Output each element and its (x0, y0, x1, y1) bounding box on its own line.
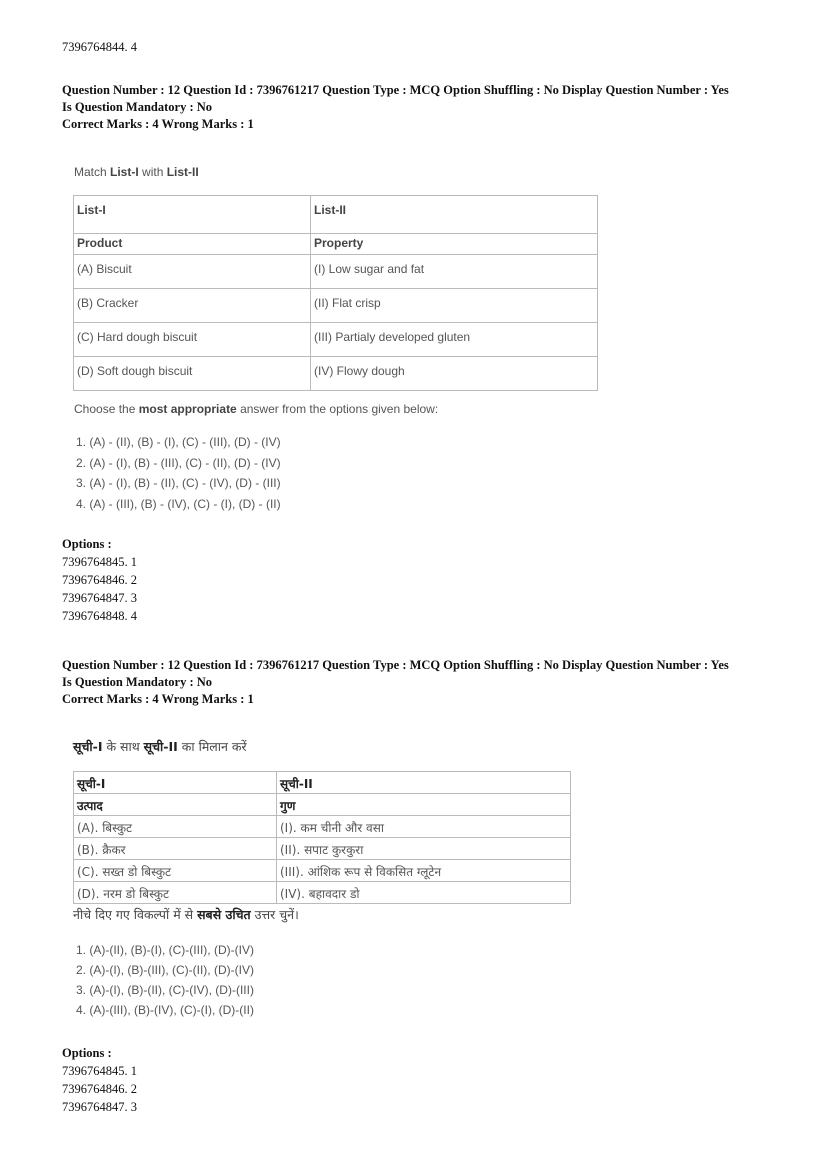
table-cell: (A) Biscuit (74, 255, 311, 289)
table-cell: (II) Flat crisp (311, 289, 598, 323)
table-header: सूची-II (277, 772, 571, 794)
question-meta-line: Correct Marks : 4 Wrong Marks : 1 (62, 117, 254, 131)
table-row (74, 323, 598, 357)
answer-choice: 3. (A)-(I), (B)-(II), (C)-(IV), (D)-(III) (76, 983, 254, 997)
choose-instruction-en: Choose the most appropriate answer from the options given below: (74, 402, 439, 416)
answer-choice: 1. (A)-(II), (B)-(I), (C)-(III), (D)-(IV) (76, 943, 254, 957)
table-row (74, 289, 598, 323)
table-cell: (D). नरम डो बिस्कुट (74, 882, 277, 904)
options-label: Options : (62, 1046, 112, 1060)
question-instruction-hi: सूची-I के साथ सूची-II का मिलान करें (73, 739, 247, 754)
table-cell: (D) Soft dough biscuit (74, 357, 311, 391)
table-subheader: Property (311, 234, 598, 255)
match-table-en (73, 195, 598, 391)
table-cell: (III). आंशिक रूप से विकसित ग्लूटेन (277, 860, 571, 882)
options-label: Options : (62, 537, 112, 551)
match-table-hi (73, 771, 571, 904)
previous-option-line: 7396764844. 4 (62, 40, 137, 54)
table-cell: (C) Hard dough biscuit (74, 323, 311, 357)
table-row (74, 838, 571, 860)
answer-choice: 4. (A)-(III), (B)-(IV), (C)-(I), (D)-(II) (76, 1003, 254, 1017)
answer-choices-hi (76, 940, 254, 1020)
table-subheader: गुण (277, 794, 571, 816)
table-subheader: Product (74, 234, 311, 255)
table-row (74, 882, 571, 904)
question-meta-1 (62, 82, 782, 133)
table-cell: (III) Partialy developed gluten (311, 323, 598, 357)
table-row (74, 860, 571, 882)
option-item: 7396764846. 2 (62, 573, 137, 587)
answer-choices-en (76, 432, 281, 514)
option-item: 7396764845. 1 (62, 1064, 137, 1078)
option-item: 7396764847. 3 (62, 591, 137, 605)
answer-choice: 2. (A)-(I), (B)-(III), (C)-(II), (D)-(IV) (76, 963, 254, 977)
table-cell: (IV). बहावदार डो (277, 882, 571, 904)
table-cell: (I). कम चीनी और वसा (277, 816, 571, 838)
option-item: 7396764847. 3 (62, 1100, 137, 1114)
table-header: सूची-I (74, 772, 277, 794)
answer-choice: 1. (A) - (II), (B) - (I), (C) - (III), (D) - (IV) (76, 435, 281, 449)
question-meta-line: Correct Marks : 4 Wrong Marks : 1 (62, 692, 254, 706)
table-row (74, 255, 598, 289)
option-item: 7396764846. 2 (62, 1082, 137, 1096)
option-item: 7396764845. 1 (62, 555, 137, 569)
question-meta-line: Is Question Mandatory : No (62, 675, 213, 689)
table-cell: (B). क्रैकर (74, 838, 277, 860)
option-item: 7396764848. 4 (62, 609, 137, 623)
table-cell: (II). सपाट कुरकुरा (277, 838, 571, 860)
table-cell: (C). सख्त डो बिस्कुट (74, 860, 277, 882)
table-cell: (A). बिस्कुट (74, 816, 277, 838)
table-header: List-I (74, 196, 311, 234)
options-list-2 (62, 1044, 137, 1116)
question-meta-line: Is Question Mandatory : No (62, 100, 213, 114)
table-row (74, 357, 598, 391)
table-cell: (IV) Flowy dough (311, 357, 598, 391)
table-header: List-II (311, 196, 598, 234)
options-list-1 (62, 535, 137, 625)
question-instruction-en: Match List-I with List-II (74, 165, 199, 179)
question-meta-line: Question Number : 12 Question Id : 7396761217 Question Type : MCQ Option Shuffling : No Display Question Number : Yes (62, 658, 729, 672)
table-row (74, 816, 571, 838)
answer-choice: 4. (A) - (III), (B) - (IV), (C) - (I), (D) - (II) (76, 496, 281, 511)
table-cell: (I) Low sugar and fat (311, 255, 598, 289)
table-cell: (B) Cracker (74, 289, 311, 323)
question-meta-line: Question Number : 12 Question Id : 7396761217 Question Type : MCQ Option Shuffling : No Display Question Number : Yes (62, 83, 729, 97)
table-subheader: उत्पाद (74, 794, 277, 816)
answer-choice: 2. (A) - (I), (B) - (III), (C) - (II), (D) - (IV) (76, 455, 281, 470)
choose-instruction-hi: नीचे दिए गए विकल्पों में से सबसे उचित उत्तर चुनें। (73, 907, 299, 922)
question-meta-2 (62, 657, 782, 708)
answer-choice: 3. (A) - (I), (B) - (II), (C) - (IV), (D) - (III) (76, 476, 281, 490)
